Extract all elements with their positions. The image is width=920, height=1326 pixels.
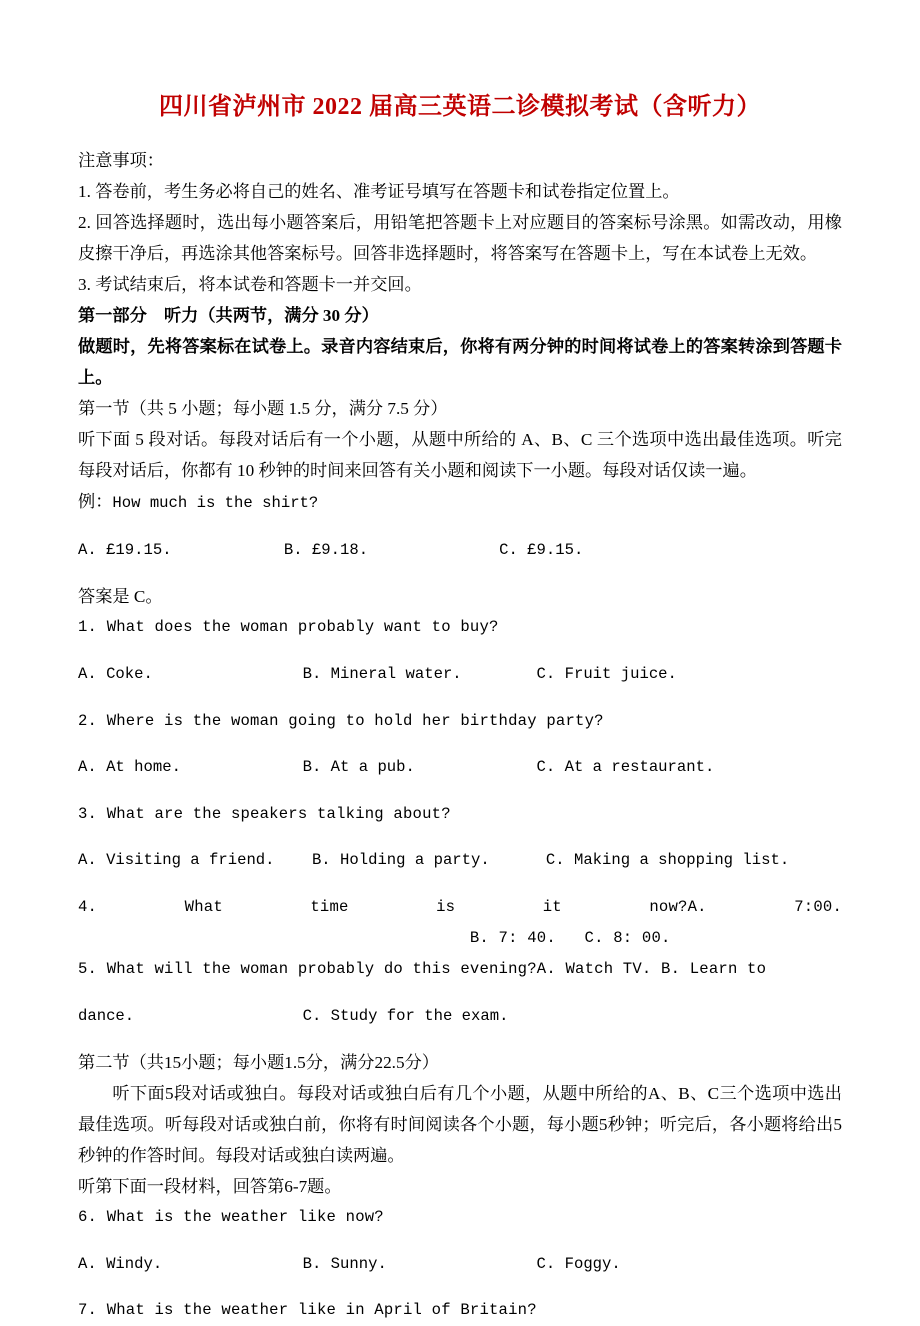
question-3-options: A. Visiting a friend. B. Holding a party. C. Making a shopping list.: [78, 851, 790, 870]
question-6-number: 6.: [78, 1208, 98, 1227]
question-7-number: 7.: [78, 1301, 98, 1320]
question-5-text: What will the woman probably do this evening?A. Watch TV. B. Learn to: [106, 959, 767, 978]
question-3-number: 3.: [78, 804, 98, 823]
example-options: A. £19.15. B. £9.18. C. £9.15.: [78, 540, 584, 559]
question-2-options: A. At home. B. At a pub. C. At a restaurant.: [78, 758, 715, 777]
question-1-options: A. Coke. B. Mineral water. C. Fruit juice.: [78, 664, 677, 683]
question-5-stem: [78, 954, 842, 985]
part-one-heading: 第一部分 听力（共两节，满分 30 分）: [78, 306, 379, 326]
page-title: 四川省泸州市 2022 届高三英语二诊模拟考试（含听力）: [159, 94, 761, 120]
example-answer: 答案是 C。: [78, 587, 163, 607]
question-5-options: dance. C. Study for the exam.: [78, 1006, 509, 1025]
question-4-number: 4.: [78, 897, 98, 916]
example-question: [78, 486, 842, 519]
question-6-stem: [78, 1202, 842, 1233]
example-label: 例：: [78, 492, 113, 512]
question-1-number: 1.: [78, 618, 98, 637]
question-7-stem: [78, 1295, 842, 1326]
part-one-instruction: 做题时，先将答案标在试卷上。录音内容结束后，你将有两分钟的时间将试卷上的答案转涂到答题卡上。: [78, 337, 842, 388]
section-two-heading: 第二节（共15小题；每小题1.5分，满分22.5分）: [78, 1053, 439, 1073]
question-2-number: 2.: [78, 711, 98, 730]
notice-heading: 注意事项：: [78, 151, 164, 171]
question-1-text: What does the woman probably want to buy?: [106, 618, 499, 637]
question-6-text: What is the weather like now?: [106, 1208, 384, 1227]
section-one-heading: 第一节（共 5 小题；每小题 1.5 分，满分 7.5 分）: [78, 399, 448, 419]
question-4-stem: [78, 892, 842, 954]
notice-item-2: 2. 回答选择题时，选出每小题答案后，用铅笔把答题卡上对应题目的答案标号涂黑。如需改动，用橡皮擦干净后，再选涂其他答案标号。回答非选择题时，将答案写在答题卡上，写在本试卷上无效。: [78, 213, 842, 264]
question-6-options: A. Windy. B. Sunny. C. Foggy.: [78, 1254, 621, 1273]
question-5-number: 5.: [78, 959, 98, 978]
section-one-directions: 听下面 5 段对话。每段对话后有一个小题，从题中所给的 A、B、C 三个选项中选出最佳选项。听完每段对话后，你都有 10 秒钟的时间来回答有关小题和阅读下一小题。每段对话仅读一遍。: [78, 430, 842, 481]
section-two-material-lead: 听第下面一段材料，回答第6-7题。: [78, 1177, 342, 1197]
question-7-text: What is the weather like in April of Britain?: [106, 1301, 537, 1320]
question-3-stem: [78, 799, 842, 830]
question-4-options: B. 7: 40. C. 8: 00.: [78, 928, 671, 947]
question-3-text: What are the speakers talking about?: [106, 804, 451, 823]
question-4-text: What time is it now?A. 7:00.: [184, 897, 842, 916]
notice-item-3: 3. 考试结束后，将本试卷和答题卡一并交回。: [78, 275, 422, 295]
question-2-stem: [78, 706, 842, 737]
section-two-directions: 听下面5段对话或独白。每段对话或独白后有几个小题，从题中所给的A、B、C三个选项中选出最佳选项。听每段对话或独白前，你将有时间阅读各个小题，每小题5秒钟；听完后，各小题将给出5秒钟的作答时间。每段对话或独白读两遍。: [78, 1084, 842, 1166]
example-question-text: How much is the shirt?: [112, 494, 319, 513]
question-2-text: Where is the woman going to hold her birthday party?: [106, 711, 604, 730]
notice-item-1: 1. 答卷前，考生务必将自己的姓名、准考证号填写在答题卡和试卷指定位置上。: [78, 182, 680, 202]
question-1-stem: [78, 612, 842, 643]
